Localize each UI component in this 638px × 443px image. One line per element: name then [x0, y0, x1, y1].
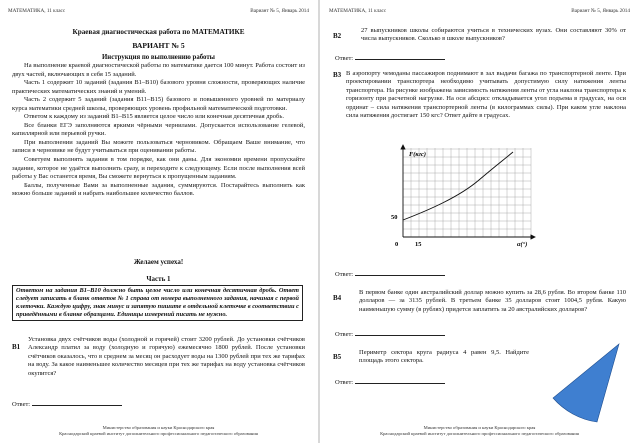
- page-footer: [341, 425, 618, 437]
- sector-figure: [545, 338, 625, 428]
- instruction-paragraph: Часть 1 содержит 10 заданий (задания B1–B10) базового уровня сложности, проверяющих наличие практических математических знаний и умений.: [12, 79, 305, 95]
- x-tick-label: 15: [415, 241, 422, 248]
- task-text-b5: Периметр сектора круга радиуса 4 равен 9,5. Найдите площадь этого сектора.: [359, 349, 529, 365]
- footer-institute: Краснодарский краевой институт дополнительного профессионального педагогического образования: [59, 431, 258, 436]
- answer-line: [355, 329, 445, 336]
- variant-title: ВАРИАНТ № 5: [132, 41, 185, 50]
- answer-field-b4[interactable]: [335, 329, 445, 338]
- header-variant: Вариант № 5, Январь 2014: [250, 8, 309, 14]
- task-text-b3: В аэропорту чемоданы пассажиров поднимают в зал выдачи багажа по транспортерной ленте. При проектировании транспортера необходимо учитывать допустимую силу натяжения ленты транспортера. На рисунке изображена зависимость натяжения ленты от угла наклона транспортера к горизонту при расчетной нагрузке. На оси абсцисс откладывается угол подъема в градусах, на оси ординат – сила натяжения транспортерной ленты (в килограммах силы). При каком угле наклона сила натяжения достигает 150 кгс? Ответ дайте в градусах.: [346, 70, 626, 120]
- task-number-b3: B3: [333, 71, 342, 79]
- footer-ministry: Министерство образования и науки Краснодарского края: [102, 425, 215, 430]
- footer-ministry: Министерство образования и науки Краснодарского края: [423, 425, 536, 430]
- instruction-paragraph: При выполнении заданий Вы можете пользоваться черновиком. Обращаем Ваше внимание, что записи в черновике не будут учитываться при оценивании работы.: [12, 138, 305, 155]
- document-title: Краевая диагностическая работа по МАТЕМАТИКЕ: [72, 28, 245, 36]
- instructions-title: Инструкция по выполнению работы: [102, 54, 215, 61]
- tension-graph: [389, 142, 539, 250]
- task-text-b2: 27 выпускников школы собираются учиться в технических вузах. Они составляют 30% от числа выпускников. Сколько в школе выпускников?: [361, 27, 626, 43]
- header-variant: Вариант № 5, Январь 2014: [571, 8, 630, 14]
- answer-label: Ответ:: [335, 271, 354, 278]
- task-text-b4: В первом банке один австралийский доллар можно купить за 28,6 рубля. Во втором банке 110 долларов — за 3135 рублей. В третьем банке 35 долларов стоят 1004,5 рубля. Какую наименьшую сумму (в рублях) придется заплатить за 20 австралийских долларов?: [359, 289, 626, 313]
- instruction-paragraph: Ответом к каждому из заданий B1–B15 является целое число или конечная десятичная дробь.: [24, 113, 284, 121]
- y-axis-label: F(кгс): [409, 151, 426, 158]
- answer-field-b5[interactable]: [335, 377, 445, 386]
- instruction-paragraph: Советуем выполнять задания в том порядке, как они даны. Для экономии времени пропускайте задание, которое не удаётся выполнить сразу, и переходите к следующему. Если после выполнения всей работы у Вас останется время, Вы сможете вернуться к пропущенным заданиям.: [12, 156, 305, 181]
- instruction-paragraph: Баллы, полученные Вами за выполненные задания, суммируются. Постарайтесь выполнить как можно больше заданий и набрать наибольшее количество баллов.: [12, 181, 305, 198]
- graph-grid: [403, 148, 531, 237]
- answer-label: Ответ:: [335, 331, 354, 338]
- task-number-b2: B2: [333, 32, 342, 40]
- task-number-b4: B4: [333, 294, 342, 302]
- answer-line: [355, 377, 445, 384]
- tension-curve: [403, 152, 513, 220]
- y-tick-label: 50: [391, 214, 398, 221]
- instruction-paragraph: На выполнение краевой диагностической работы по математике дается 100 минут. Работа состоит из двух частей, включающих в себя 15 заданий.: [12, 62, 305, 78]
- task-number-b1: B1: [12, 343, 21, 351]
- instructions-text: [12, 62, 305, 199]
- footer-institute: Краснодарский краевой институт дополнительного профессионального педагогического образования: [380, 431, 579, 436]
- answer-label: Ответ:: [12, 401, 31, 408]
- instruction-paragraph: Все бланки ЕГЭ заполняются яркими чёрными чернилами. Допускается использование гелевой, капиллярной или перьевой ручки.: [12, 121, 305, 138]
- task-text-b1: Установка двух счётчиков воды (холодной и горячей) стоит 3200 рублей. До установки счётчиков Александр платил за воду (холодную и горячую) ежемесячно 1800 рублей. После установки счётчиков оказалось, что в среднем за месяц он расходует воды на 1300 рублей при тех же тарифах на воду. За какое наименьшее количество месяцев при тех же тарифах на воду установка счётчиков окупится?: [28, 336, 305, 377]
- answer-line: [355, 269, 445, 276]
- page-header: [8, 8, 309, 18]
- header-subject: МАТЕМАТИКА, 11 класс: [8, 8, 66, 14]
- circle-sector-shape: [553, 344, 619, 422]
- page-divider: [318, 0, 320, 443]
- answer-field-b2[interactable]: [335, 53, 445, 62]
- instruction-paragraph: Часть 2 содержит 5 заданий (задания B11–B15) базового и повышенного уровней по материалу курса математики средней школы, проверяющих уровень профильной математической подготовки.: [12, 96, 305, 112]
- answer-line: [32, 399, 122, 406]
- x-tick-label-origin: 0: [395, 241, 399, 248]
- answer-field-b1[interactable]: [12, 399, 122, 408]
- answer-line: [355, 53, 445, 60]
- answer-field-b3[interactable]: [335, 269, 445, 278]
- page-header: [329, 8, 630, 18]
- answer-label: Ответ:: [335, 379, 354, 386]
- part-title: Часть 1: [146, 275, 171, 283]
- x-axis-label: α(°): [517, 241, 528, 248]
- page-footer: [20, 425, 297, 437]
- good-luck-text: Желаем успеха!: [133, 258, 184, 266]
- answer-instructions-box: Ответом на задания B1–B10 должно быть целое число или конечная десятичная дробь. Ответ следует записать в бланк ответов № 1 справа от номера выполненного задания, начиная с первой клеточки. Каждую цифру, знак минус и запятую пишите в отдельной клеточке в соответствии с приведёнными в бланке образцами. Единицы измерений писать не нужно.: [12, 285, 303, 321]
- right-page: [321, 0, 638, 443]
- answer-label: Ответ:: [335, 55, 354, 62]
- header-subject: МАТЕМАТИКА, 11 класс: [329, 8, 387, 14]
- left-page: [0, 0, 317, 443]
- task-number-b5: B5: [333, 353, 342, 361]
